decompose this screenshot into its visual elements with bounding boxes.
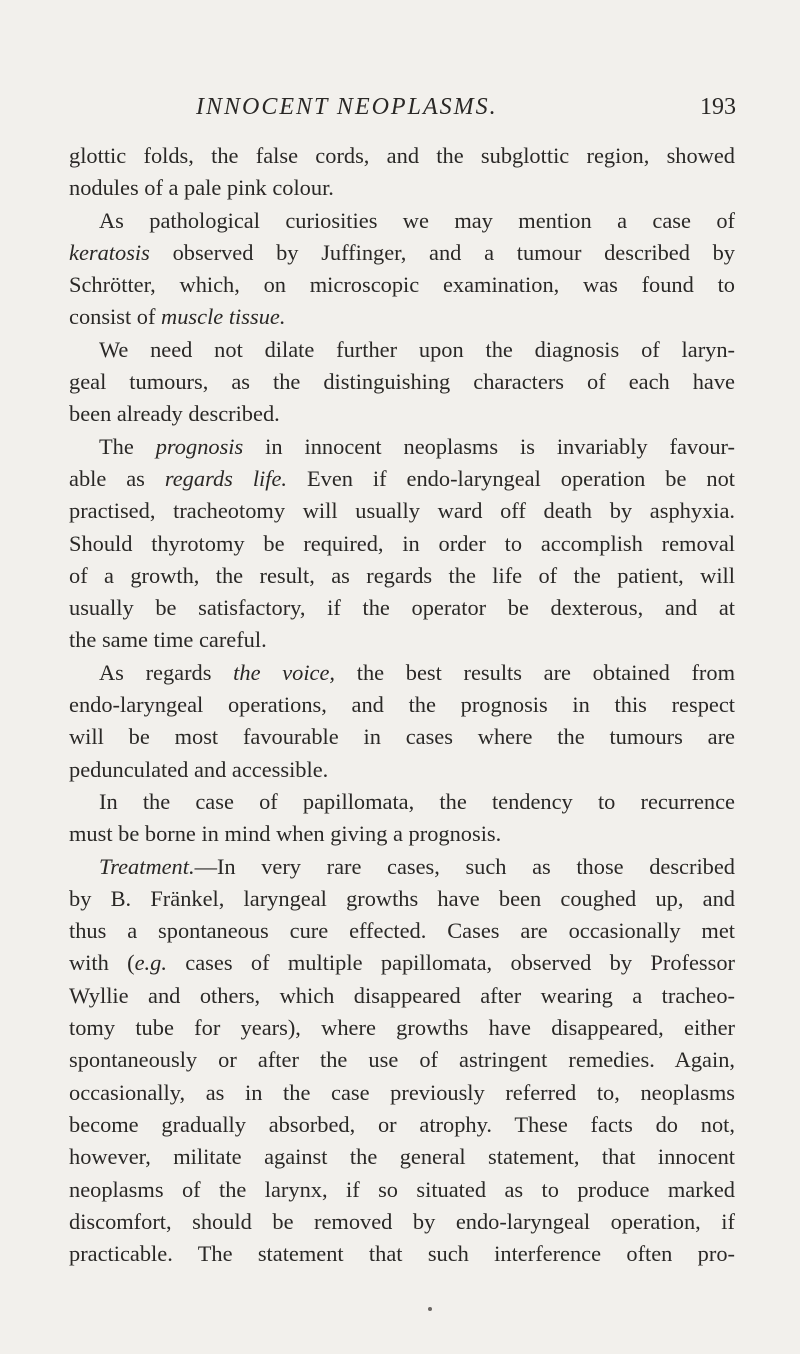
text-line (69, 947, 735, 979)
text-segment: been already described. (69, 401, 280, 427)
text-segment: must be borne in mind when giving a prognosis. (69, 821, 502, 847)
italic-text: e.g. (134, 950, 167, 976)
text-line (69, 528, 735, 560)
text-line (69, 1012, 735, 1044)
text-line (69, 334, 735, 366)
text-line (69, 851, 735, 883)
text-segment: practicable. The statement that such interference often pro- (69, 1241, 735, 1267)
text-segment: endo-laryngeal operations, and the prognosis in this respect (69, 692, 735, 718)
text-segment: of a growth, the result, as regards the life of the patient, will (69, 562, 735, 588)
text-segment: The (99, 433, 156, 459)
italic-text: Treatment. (99, 853, 195, 879)
text-line (69, 560, 735, 592)
text-segment: glottic folds, the false cords, and the subglottic region, showed (69, 143, 735, 168)
running-head (196, 94, 736, 126)
text-line (69, 205, 735, 237)
text-line (69, 657, 735, 689)
text-segment: We need not dilate further upon the diagnosis of laryn- (99, 336, 735, 362)
text-line (69, 1141, 735, 1173)
text-segment: the same time careful. (69, 627, 267, 653)
italic-text: muscle tissue. (161, 304, 286, 330)
text-line (69, 269, 735, 301)
text-line (69, 398, 735, 430)
text-line (69, 915, 735, 947)
text-line (69, 624, 735, 656)
text-segment: In the case of papillomata, the tendency to recurrence (99, 788, 735, 814)
text-segment: practised, tracheotomy will usually ward off death by asphyxia. (69, 498, 735, 524)
italic-text: prognosis (155, 433, 244, 459)
text-line (69, 786, 735, 818)
text-segment: will be most favourable in cases where the tumours are (69, 724, 735, 750)
text-segment: become gradually absorbed, or atrophy. These facts do not, (69, 1111, 735, 1137)
text-segment: consist of (69, 304, 162, 330)
text-segment: discomfort, should be removed by endo-laryngeal operation, if (69, 1208, 735, 1234)
text-segment: by B. Fränkel, laryngeal growths have been coughed up, and (69, 885, 735, 911)
text-line (69, 301, 735, 333)
text-segment: occasionally, as in the case previously referred to, neoplasms (69, 1079, 735, 1105)
text-line (69, 366, 735, 398)
text-line (69, 172, 735, 204)
text-segment: usually be satisfactory, if the operator be dexterous, and at (69, 595, 735, 621)
ink-speck (428, 1307, 432, 1311)
page-number: 193 (700, 94, 736, 120)
running-title: INNOCENT NEOPLASMS. (196, 94, 498, 120)
text-segment: Even if endo-laryngeal operation be not (287, 465, 735, 491)
text-segment: thus a spontaneous cure effected. Cases are occasionally met (69, 918, 735, 944)
text-line (69, 721, 735, 753)
text-segment: geal tumours, as the distinguishing characters of each have (69, 369, 735, 395)
text-line (69, 1238, 735, 1270)
text-line (69, 1206, 735, 1238)
italic-text: keratosis (69, 239, 150, 265)
text-line (69, 754, 735, 786)
text-segment: tomy tube for years), where growths have disappeared, either (69, 1015, 735, 1041)
italic-text: the voice, (233, 659, 336, 685)
text-segment: Should thyrotomy be required, in order to accomplish removal (69, 530, 735, 556)
text-segment: able as (69, 465, 165, 491)
text-line (69, 1077, 735, 1109)
text-line (69, 140, 735, 172)
text-segment: with ( (69, 950, 135, 976)
text-segment: the best results are obtained from (335, 659, 735, 685)
text-line (69, 1109, 735, 1141)
text-segment: As regards (99, 659, 234, 685)
text-line (69, 1044, 735, 1076)
text-segment: neoplasms of the larynx, if so situated as to produce marked (69, 1176, 735, 1202)
text-segment: Wyllie and others, which disappeared after wearing a tracheo- (69, 982, 735, 1008)
italic-text: regards life. (164, 465, 288, 491)
body-text (69, 140, 735, 1270)
text-segment: Schrötter, which, on microscopic examination, was found to (69, 272, 735, 298)
text-segment: As pathological curiosities we may mention a case of (99, 207, 735, 233)
text-line (69, 237, 735, 269)
text-segment: cases of multiple papillomata, observed by Professor (166, 950, 735, 976)
text-segment: —In very rare cases, such as those described (194, 853, 735, 879)
text-segment: however, militate against the general statement, that innocent (69, 1144, 735, 1170)
text-line (69, 592, 735, 624)
text-line (69, 463, 735, 495)
text-line (69, 689, 735, 721)
text-segment: nodules of a pale pink colour. (69, 175, 334, 201)
text-line (69, 883, 735, 915)
text-line (69, 818, 735, 850)
text-line (69, 1174, 735, 1206)
text-segment: spontaneously or after the use of astringent remedies. Again, (69, 1047, 735, 1073)
text-line (69, 431, 735, 463)
text-line (69, 495, 735, 527)
text-segment: pedunculated and accessible. (69, 756, 329, 782)
text-segment: in innocent neoplasms is invariably favour- (243, 433, 735, 459)
text-line (69, 980, 735, 1012)
text-segment: observed by Juffinger, and a tumour described by (149, 239, 735, 265)
